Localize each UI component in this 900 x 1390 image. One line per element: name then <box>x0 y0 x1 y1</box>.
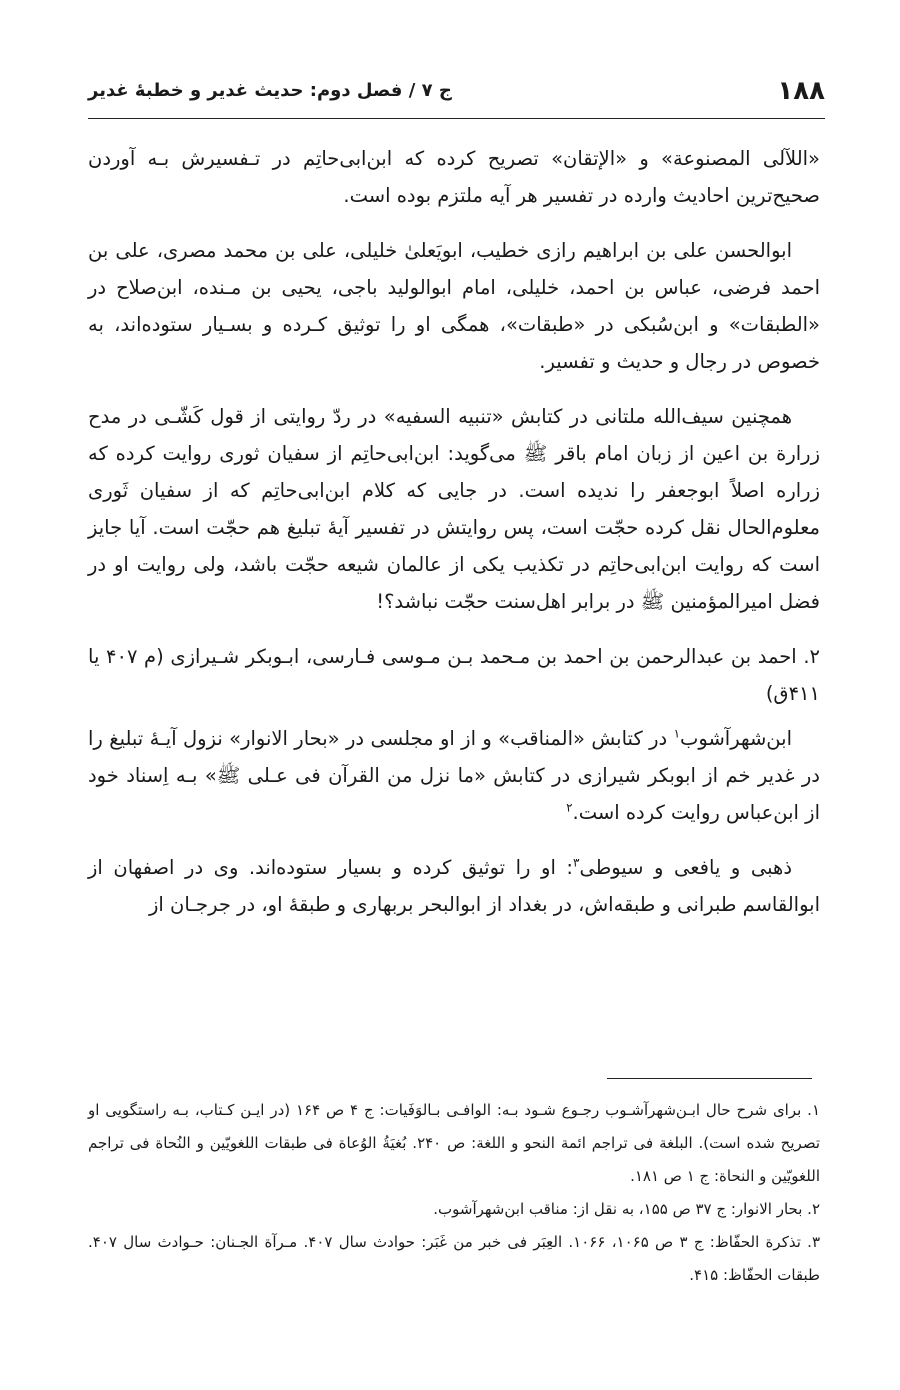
main-text <box>88 140 820 941</box>
footnote-1: ۱. برای شرح حال ابـن‌شهرآشـوب رجـوع شـود بـه: الوافـی بـالوَفَیات: ج ۴ ص ۱۶۴ (در ایـن کـتاب، بـه راستگویی او تصریح شده است). البلغة فی تراجم ائمة النحو و اللغة: ص ۲۴۰. بُغیَةُ الوُعاة فی طبقات اللغویّین و النُحاة فی تراجم اللغویّین و النحاة: ج ۱ ص ۱۸۱. <box>88 1101 820 1185</box>
page-header <box>88 68 825 114</box>
paragraph-1: «اللآلی المصنوعة» و «الإتقان» تصریح کرده که ابن‌ابی‌حاتِم در تـفسیرش بـه آوردن صحیح‌ترین احادیث وارده در تفسیر هر آیه ملتزم بوده است. <box>88 147 820 207</box>
footnote-2: ۲. بحار الانوار: ج ۳۷ ص ۱۵۵، به نقل از: مناقب ابن‌شهرآشوب. <box>433 1200 820 1218</box>
page-number: ۱۸۸ <box>777 76 825 106</box>
paragraph-6-start: ذهبی و یافعی و سیوطی <box>579 856 792 879</box>
footnote-ref-3: ۳ <box>572 855 580 870</box>
footnote-ref-1: ۱ <box>673 726 681 741</box>
paragraph-3: همچنین سیف‌الله ملتانی در کتابش «تنبیه السفیه» در ردّ روایتی از قول کَشّـی در مدح زرارة بن اعین از زبان امام باقر ﷺ می‌گوید: ابن‌ابی‌حاتِم از سفیان ثوری روایت کرده که زراره اصلاً ابوجعفر را ندیده است. در جایی که کلام ابن‌ابی‌حاتِم که از سفیان ثَوری معلوم‌الحال نقل کرده حجّت است، پس روایتش در تفسیر آیهٔ تبلیغ هم حجّت است. آیا جایز است که روایت ابن‌ابی‌حاتِم در تکذیب یکی از عالمان شیعه حجّت باشد، ولی روایت او در فضل امیرالمؤمنین ﷺ در برابر اهل‌سنت حجّت نباشد؟! <box>88 405 820 613</box>
paragraph-5-rest: در کتابش «المناقب» و از او مجلسی در «بحار الانوار» نزول آیـهٔ تبلیغ را در غدیر خم از ابوبکر شیرازی در کتابش «ما نزل من القرآن فی عـلی ﷺ» بـه اِسناد خود از ابن‌عباس روایت کرده است. <box>88 727 820 824</box>
footnotes <box>88 1094 820 1292</box>
paragraph-6 <box>88 849 820 923</box>
paragraph-5-start: ابن‌شهرآشوب <box>680 727 792 750</box>
running-title: ج ۷ / فصل دوم: حدیث غدیر و خطبهٔ غدیر <box>88 80 452 101</box>
paragraph-4-heading: ۲. احمد بن عبدالرحمن بن احمد بن مـحمد بـن مـوسی فـارسی، ابـوبکر شـیرازی (م ۴۰۷ یا ۴۱۱ق) <box>88 645 820 705</box>
footnote-rule <box>607 1078 812 1079</box>
header-rule <box>88 118 825 119</box>
paragraph-6-rest: : او را توثیق کرده و بسیار ستوده‌اند. وی در اصفهان از ابوالقاسم طبرانی و طبقه‌اش، در بغداد از ابوالبحر بربهاری و طبقهٔ او، در جرجـان از <box>88 856 820 916</box>
footnote-3: ۳. تذکرة الحفّاظ: ج ۳ ص ۱۰۶۵، ۱۰۶۶. العِبَر فی خبر من غَبَر: حوادث سال ۴۰۷. مـرآة الجـنان: حـوادث سال ۴۰۷. طبقات الحفّاظ: ۴۱۵. <box>88 1233 820 1284</box>
footnote-ref-2: ۲ <box>566 800 573 815</box>
paragraph-2: ابوالحسن علی بن ابراهیم رازی خطیب، ابویَعلیٰ خلیلی، علی بن محمد مصری، علی بن احمد فرضی، عباس بن احمد، خلیلی، امام ابوالولید باجی، یحیی بن مـنده، ابن‌صلاح در «الطبقات» و ابن‌سُبکی در «طبقات»، همگی او را توثیق کـرده و بسـیار ستوده‌اند، به خصوص در رجال و حدیث و تفسیر. <box>88 239 820 373</box>
paragraph-5 <box>88 720 820 831</box>
